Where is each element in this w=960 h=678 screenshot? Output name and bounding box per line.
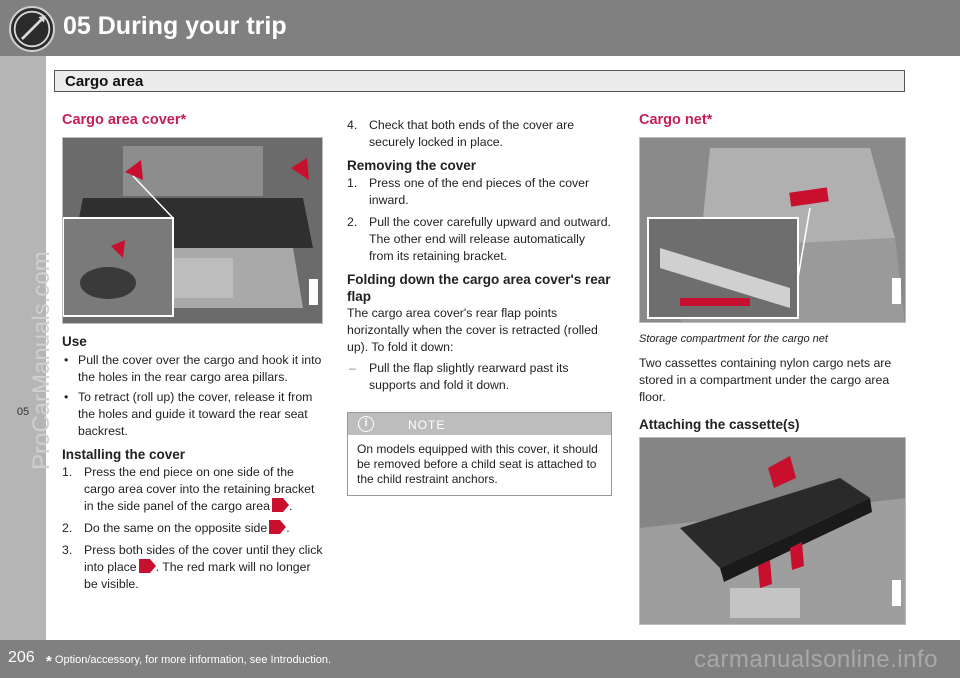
step-number: 2. <box>62 521 73 535</box>
step-text: Press both sides of the cover until they click into place <box>84 543 323 574</box>
list-item <box>347 214 612 265</box>
step-text: Press one of the end pieces of the cover inward. <box>369 176 590 207</box>
removing-heading: Removing the cover <box>347 158 477 173</box>
cargo-net-body: Two cassettes containing nylon cargo nets are stored in a compartment under the cargo area floor. <box>639 356 892 404</box>
note-header <box>348 413 611 435</box>
image-code <box>892 580 901 606</box>
volvo-logo-icon <box>9 6 55 52</box>
list-item: • To retract (roll up) the cover, release it from the holes and guide it toward the rear seat backrest. <box>62 389 326 440</box>
install-steps <box>62 464 326 593</box>
image-caption: Storage compartment for the cargo net <box>639 333 828 345</box>
footnote <box>46 653 331 670</box>
info-icon: i <box>358 416 374 432</box>
list-item <box>347 117 612 151</box>
cargo-cover-photo <box>62 137 323 324</box>
column-right <box>639 112 907 625</box>
folding-heading: Folding down the cargo area cover's rear flap <box>347 272 611 304</box>
marker-1-icon <box>272 498 289 512</box>
step-text: Pull the cover carefully upward and outward. The other end will release automatically from its retaining bracket. <box>369 215 611 263</box>
folding-list <box>347 360 612 394</box>
footer-watermark: carmanualsonline.info <box>694 646 938 673</box>
step-number: 1. <box>347 176 358 190</box>
marker-3-icon <box>139 559 156 573</box>
page-footer <box>0 640 960 678</box>
cargo-net-heading: Cargo net* <box>639 112 713 128</box>
section-bar <box>54 70 905 92</box>
step-suffix: . <box>288 499 293 513</box>
page-number: 206 <box>8 649 35 666</box>
step-suffix: . The red mark will no longer be visible. <box>84 560 311 591</box>
installing-heading: Installing the cover <box>62 447 186 462</box>
install-steps-continued <box>347 117 612 151</box>
use-heading: Use <box>62 334 87 349</box>
step-number: 3. <box>62 543 73 557</box>
cargo-cover-heading: Cargo area cover* <box>62 112 187 128</box>
side-watermark: ProCarManuals.com <box>28 251 55 470</box>
step-number: 1. <box>62 465 73 479</box>
list-item <box>347 175 612 209</box>
chapter-title: 05 During your trip <box>63 12 287 40</box>
list-item <box>62 520 326 537</box>
page-header <box>0 0 960 56</box>
column-middle <box>347 116 612 496</box>
note-text: On models equipped with this cover, it should be removed before a child seat is attached to the child restraint anchors. <box>357 442 598 486</box>
image-code <box>309 279 318 305</box>
section-title: Cargo area <box>65 73 144 90</box>
remove-steps <box>347 175 612 265</box>
list-item: • Pull the cover over the cargo and hook it into the holes in the rear cargo area pillars. <box>62 352 326 386</box>
cassette-photo <box>639 437 906 625</box>
image-code <box>892 278 901 304</box>
footnote-star: * <box>46 653 52 670</box>
chapter-number: 05 <box>16 406 30 418</box>
step-number: 4. <box>347 118 358 132</box>
column-left <box>62 112 326 598</box>
list-item: – Pull the flap slightly rearward past its supports and fold it down. <box>347 360 612 394</box>
step-text: Check that both ends of the cover are securely locked in place. <box>369 118 575 149</box>
marker-2-icon <box>269 520 286 534</box>
attaching-heading: Attaching the cassette(s) <box>639 417 800 432</box>
step-number: 2. <box>347 215 358 229</box>
folding-intro: The cargo area cover's rear flap points horizontally when the cover is retracted (rolled up). To fold it down: <box>347 306 598 354</box>
footnote-text: Option/accessory, for more information, see Introduction. <box>54 654 332 666</box>
step-text: Do the same on the opposite side <box>84 521 268 535</box>
note-box <box>347 412 612 496</box>
list-item <box>62 542 326 593</box>
step-text: Press the end piece on one side of the cargo area cover into the retaining bracket in the side panel of the cargo area <box>84 465 315 513</box>
use-list <box>62 352 326 440</box>
list-item <box>62 464 326 515</box>
cargo-net-photo <box>639 137 906 323</box>
step-suffix: . <box>286 521 290 535</box>
note-label: NOTE <box>408 418 446 432</box>
